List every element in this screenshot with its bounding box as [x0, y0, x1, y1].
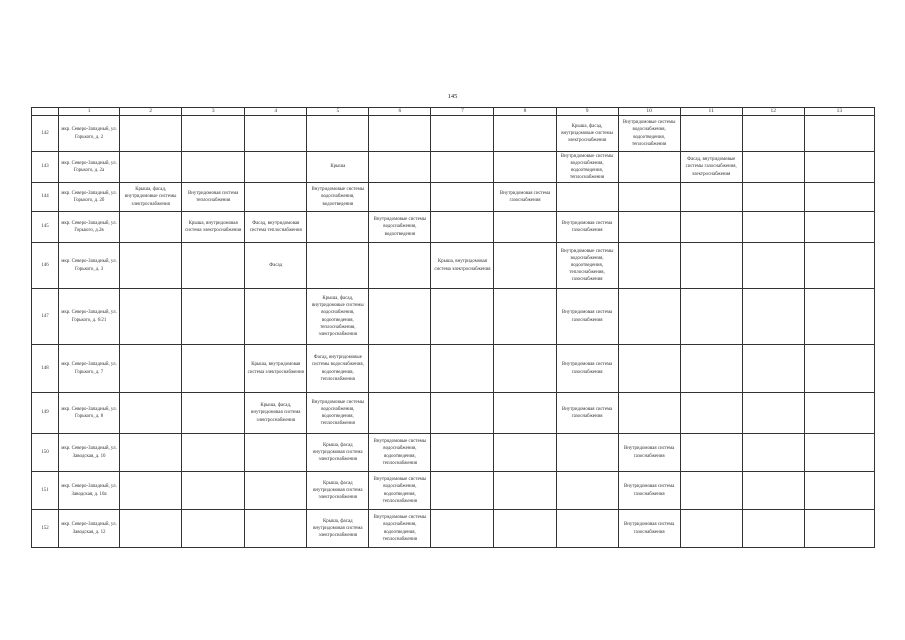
- work-cell: [120, 212, 182, 243]
- table-row: [32, 212, 875, 243]
- work-cell: [618, 393, 680, 434]
- work-cell: [742, 116, 804, 152]
- work-cell: [120, 434, 182, 472]
- work-cell: Крыша, фасад, внутридомовая система электроснабжения: [245, 393, 307, 434]
- work-cell: [431, 510, 494, 548]
- table-row: [32, 345, 875, 393]
- work-cell: Крыша: [307, 152, 369, 183]
- work-cell: [182, 510, 245, 548]
- work-cell: [804, 116, 874, 152]
- work-cell: Крыша, фасад, внутридомовые системы водоснабжения, водоотведения, теплоснабжения, электроснабжения: [307, 289, 369, 345]
- work-cell: Фасад, внутридомовая система теплоснабжения: [245, 212, 307, 243]
- table-row: [32, 472, 875, 510]
- row-number-cell: 151: [32, 472, 59, 510]
- column-number-cell: 10: [618, 108, 680, 116]
- work-cell: [680, 183, 742, 212]
- work-cell: [431, 345, 494, 393]
- work-cell: [120, 243, 182, 289]
- column-number-cell: 7: [431, 108, 494, 116]
- work-cell: [369, 289, 431, 345]
- repair-schedule-table: [31, 107, 875, 548]
- work-cell: Внутридомовая система теплоснабжения: [182, 183, 245, 212]
- table-row: [32, 393, 875, 434]
- work-cell: [369, 152, 431, 183]
- work-cell: [494, 472, 556, 510]
- row-number-cell: 147: [32, 289, 59, 345]
- work-cell: [431, 212, 494, 243]
- work-cell: [431, 183, 494, 212]
- work-cell: [120, 289, 182, 345]
- work-cell: [680, 243, 742, 289]
- column-number-row: [32, 108, 875, 116]
- column-number-cell: 12: [742, 108, 804, 116]
- work-cell: [120, 393, 182, 434]
- table-row: [32, 289, 875, 345]
- work-cell: [431, 393, 494, 434]
- work-cell: [245, 510, 307, 548]
- work-cell: [742, 393, 804, 434]
- work-cell: [431, 152, 494, 183]
- work-cell: [182, 345, 245, 393]
- row-number-cell: 150: [32, 434, 59, 472]
- work-cell: [680, 393, 742, 434]
- work-cell: Крыша, фасад, внутридомовые системы электроснабжения: [120, 183, 182, 212]
- address-cell: мкр. Северо-Западный, ул. Заводская, д. 10а: [59, 472, 120, 510]
- work-cell: [804, 434, 874, 472]
- work-cell: Крыша, фасад внутридомовая система электроснабжения: [307, 472, 369, 510]
- column-number-cell: 1: [59, 108, 120, 116]
- column-number-cell: 4: [245, 108, 307, 116]
- work-cell: [618, 289, 680, 345]
- work-cell: Крыша, внутридомовая система электроснабжения: [245, 345, 307, 393]
- work-cell: Внутридомовая система газоснабжения: [556, 289, 618, 345]
- work-cell: Фасад: [245, 243, 307, 289]
- table-row: [32, 116, 875, 152]
- work-cell: Крыша, фасад, внутридомовые системы электроснабжения: [556, 116, 618, 152]
- work-cell: [804, 472, 874, 510]
- work-cell: [742, 510, 804, 548]
- work-cell: [431, 434, 494, 472]
- work-cell: [618, 212, 680, 243]
- work-cell: [182, 393, 245, 434]
- work-cell: Крыша, внутридомовая система электроснабжения: [182, 212, 245, 243]
- work-cell: [369, 345, 431, 393]
- work-cell: [742, 434, 804, 472]
- work-cell: Внутридомовая система газоснабжения: [556, 212, 618, 243]
- work-cell: [494, 243, 556, 289]
- work-cell: [742, 243, 804, 289]
- work-cell: [182, 472, 245, 510]
- work-cell: [618, 152, 680, 183]
- work-cell: [369, 116, 431, 152]
- table-row: [32, 434, 875, 472]
- work-cell: [369, 183, 431, 212]
- work-cell: [431, 289, 494, 345]
- work-cell: [245, 289, 307, 345]
- work-cell: [494, 345, 556, 393]
- row-number-cell: 149: [32, 393, 59, 434]
- work-cell: [431, 472, 494, 510]
- row-number-cell: 142: [32, 116, 59, 152]
- work-cell: Крыша, фасад внутридомовая система электроснабжения: [307, 434, 369, 472]
- work-cell: [182, 434, 245, 472]
- work-cell: Внутридомовая система газоснабжения: [618, 434, 680, 472]
- page-number: 145: [447, 93, 458, 100]
- work-cell: Внутридомовые системы водоснабжения, водоотведения, теплоснабжения: [556, 152, 618, 183]
- address-cell: мкр. Северо-Западный, ул. Горького, д.2в: [59, 212, 120, 243]
- table-row: [32, 510, 875, 548]
- work-cell: Внутридомовая система газоснабжения: [494, 183, 556, 212]
- work-cell: [680, 212, 742, 243]
- work-cell: [742, 152, 804, 183]
- work-cell: [804, 243, 874, 289]
- row-number-cell: 148: [32, 345, 59, 393]
- work-cell: [369, 393, 431, 434]
- work-cell: [245, 116, 307, 152]
- work-cell: [245, 472, 307, 510]
- work-cell: [556, 434, 618, 472]
- row-number-cell: 152: [32, 510, 59, 548]
- work-cell: [307, 243, 369, 289]
- work-cell: [307, 116, 369, 152]
- work-cell: Внутридомовые системы водоснабжения, водоотведения: [369, 212, 431, 243]
- table-row: [32, 243, 875, 289]
- work-cell: Внутридомовые системы водоснабжения, водоотведения, теплоснабжения: [307, 393, 369, 434]
- column-number-cell: 8: [494, 108, 556, 116]
- work-cell: [618, 243, 680, 289]
- table-row: [32, 183, 875, 212]
- address-cell: мкр. Северо-Западный, ул. Горького, д. 6/21: [59, 289, 120, 345]
- row-number-cell: 143: [32, 152, 59, 183]
- work-cell: Внутридомовая система газоснабжения: [618, 472, 680, 510]
- work-cell: [804, 289, 874, 345]
- column-number-cell: 11: [680, 108, 742, 116]
- work-cell: [182, 289, 245, 345]
- work-cell: [556, 183, 618, 212]
- work-cell: [120, 116, 182, 152]
- work-cell: [120, 152, 182, 183]
- work-cell: [369, 243, 431, 289]
- address-cell: мкр. Северо-Западный, ул. Заводская, д. 10: [59, 434, 120, 472]
- work-cell: [182, 152, 245, 183]
- address-cell: мкр. Северо-Западный, ул. Горького, д. 2б: [59, 183, 120, 212]
- address-cell: мкр. Северо-Западный, ул. Горького, д. 3: [59, 243, 120, 289]
- work-cell: [431, 116, 494, 152]
- work-cell: [120, 472, 182, 510]
- work-cell: [804, 183, 874, 212]
- address-cell: мкр. Северо-Западный, ул. Горького, д. 7: [59, 345, 120, 393]
- row-number-cell: 144: [32, 183, 59, 212]
- work-cell: [494, 289, 556, 345]
- work-cell: [245, 434, 307, 472]
- work-cell: [182, 116, 245, 152]
- column-number-cell: 13: [804, 108, 874, 116]
- work-cell: [618, 183, 680, 212]
- work-cell: [245, 183, 307, 212]
- row-number-cell: 145: [32, 212, 59, 243]
- column-number-cell: 3: [182, 108, 245, 116]
- work-cell: [556, 472, 618, 510]
- work-cell: [494, 434, 556, 472]
- work-cell: [742, 472, 804, 510]
- row-number-cell: 146: [32, 243, 59, 289]
- work-cell: Внутридомовые системы водоснабжения, водоотведения, теплоснабжения: [369, 434, 431, 472]
- work-cell: Крыша, внутридомовая система электроснабжения: [431, 243, 494, 289]
- work-cell: [804, 345, 874, 393]
- work-cell: [556, 510, 618, 548]
- column-number-cell: 9: [556, 108, 618, 116]
- work-cell: [307, 212, 369, 243]
- address-cell: мкр. Северо-Западный, ул. Заводская, д. 12: [59, 510, 120, 548]
- work-cell: Внутридомовые системы водоснабжения, водоотведения, теплоснабжения: [369, 510, 431, 548]
- work-cell: Фасад, внутридомовые системы газоснабжения, электроснабжения: [680, 152, 742, 183]
- column-number-cell: 6: [369, 108, 431, 116]
- work-cell: [120, 345, 182, 393]
- work-cell: [680, 289, 742, 345]
- work-cell: [182, 243, 245, 289]
- column-number-cell: 2: [120, 108, 182, 116]
- work-cell: [120, 510, 182, 548]
- work-cell: Внутридомовые системы водоснабжения, водоотведения, теплоснабжения: [369, 472, 431, 510]
- work-cell: [245, 152, 307, 183]
- work-cell: [742, 183, 804, 212]
- work-cell: [680, 116, 742, 152]
- column-number-cell: 5: [307, 108, 369, 116]
- work-cell: [680, 510, 742, 548]
- work-cell: [618, 345, 680, 393]
- work-cell: [494, 152, 556, 183]
- header-cell-blank: [32, 108, 59, 116]
- work-cell: [680, 472, 742, 510]
- address-cell: мкр. Северо-Западный, ул. Горького, д. 2: [59, 116, 120, 152]
- work-cell: [804, 510, 874, 548]
- work-cell: [742, 345, 804, 393]
- address-cell: мкр. Северо-Западный, ул. Горького, д. 8: [59, 393, 120, 434]
- work-cell: [680, 434, 742, 472]
- work-cell: [494, 510, 556, 548]
- work-cell: [804, 212, 874, 243]
- work-cell: Внутридомовые системы водоснабжения, водоотведения, теплоснабжения: [618, 116, 680, 152]
- work-cell: Фасад, внутридомовые системы водоснабжения, водоотведения, теплоснабжения: [307, 345, 369, 393]
- work-cell: [804, 393, 874, 434]
- work-cell: Внутридомовые системы водоснабжения, водоотведения: [307, 183, 369, 212]
- work-cell: [804, 152, 874, 183]
- address-cell: мкр. Северо-Западный, ул. Горького, д. 2а: [59, 152, 120, 183]
- work-cell: Внутридомовые системы водоснабжения, водоотведения, теплоснабжения, газоснабжения: [556, 243, 618, 289]
- table-row: [32, 152, 875, 183]
- work-cell: [494, 212, 556, 243]
- work-cell: [742, 212, 804, 243]
- work-cell: Крыша, фасад внутридомовая система электроснабжения: [307, 510, 369, 548]
- work-cell: [680, 345, 742, 393]
- work-cell: Внутридомовая система газоснабжения: [556, 393, 618, 434]
- work-cell: [742, 289, 804, 345]
- work-cell: Внутридомовая система газоснабжения: [556, 345, 618, 393]
- table-body: [32, 108, 875, 548]
- work-cell: [494, 393, 556, 434]
- work-cell: [494, 116, 556, 152]
- work-cell: Внутридомовая система газоснабжения: [618, 510, 680, 548]
